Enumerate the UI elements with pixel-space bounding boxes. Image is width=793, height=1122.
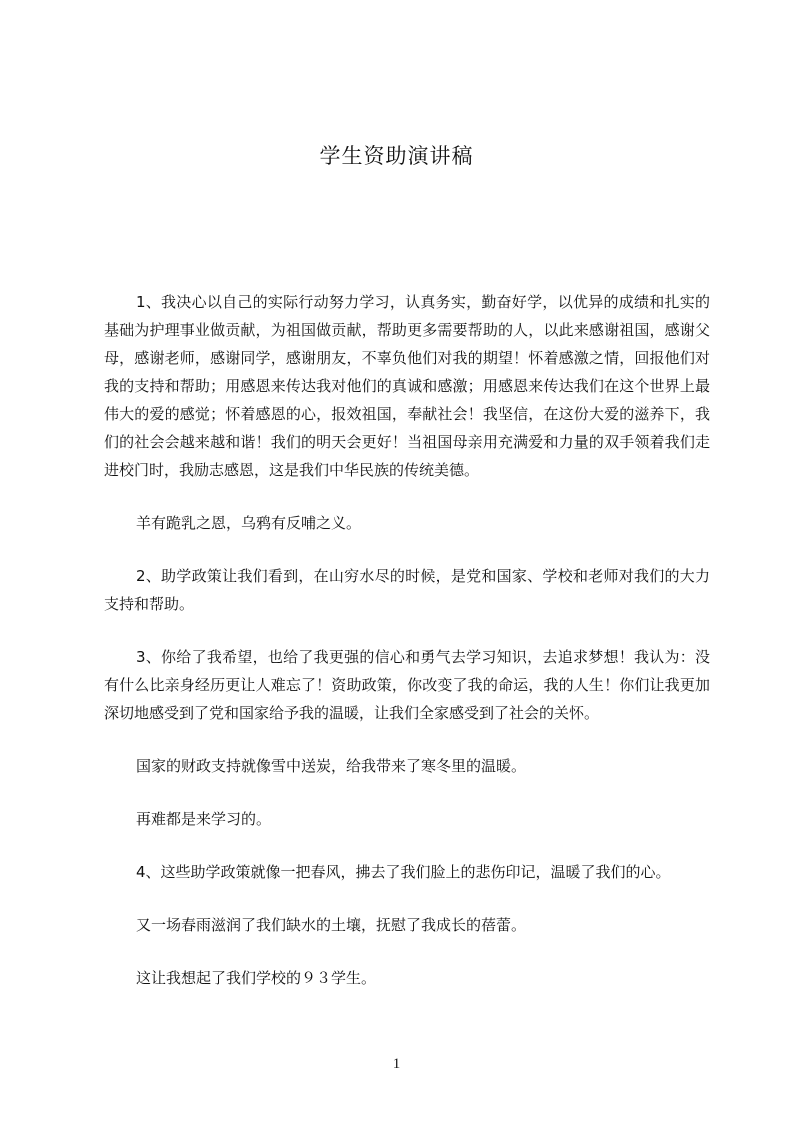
paragraph-2: 羊有跪乳之恩，乌鸦有反哺之义。 bbox=[136, 514, 362, 532]
paragraph-3: 2、助学政策让我们看到，在山穷水尽的时候，是党和国家、学校和老师对我们的大力支持和帮助。 bbox=[104, 567, 710, 613]
page-title: 学生资助演讲稿 bbox=[319, 144, 474, 168]
paragraph-8: 又一场春雨滋润了我们缺水的土壤，抚慰了我成长的蓓蕾。 bbox=[136, 916, 527, 934]
paragraph-9: 这让我想起了我们学校的９３学生。 bbox=[136, 969, 377, 987]
paragraph-6: 再难都是来学习的。 bbox=[136, 810, 272, 828]
page-number: 1 bbox=[392, 1056, 401, 1072]
paragraph-1: 1、我决心以自己的实际行动努力学习，认真务实，勤奋好学，以优异的成绩和扎实的基础为护理事业做贡献，为祖国做贡献，帮助更多需要帮助的人，以此来感谢祖国，感谢父母，感谢老师，感谢同学，感谢朋友，不辜负他们对我的期望！怀着感激之情，回报他们对我的支持和帮助；用感恩来传达我对他们的真诚和感激；用感恩来传达我们在这个世界上最伟大的爱的感觉；怀着感恩的心，报效祖国，奉献社会！我坚信，在这份大爱的滋养下，我们的社会会越来越和谐！我们的明天会更好！当祖国母亲用充满爱和力量的双手领着我们走进校门时，我励志感恩，这是我们中华民族的传统美德。 bbox=[104, 293, 710, 479]
document-body bbox=[104, 288, 710, 1017]
paragraph-4: 3、你给了我希望，也给了我更强的信心和勇气去学习知识，去追求梦想！我认为：没有什么比亲身经历更让人难忘了！资助政策，你改变了我的命运，我的人生！你们让我更加深切地感受到了党和国家给予我的温暖，让我们全家感受到了社会的关怀。 bbox=[104, 648, 710, 722]
paragraph-7: 4、这些助学政策就像一把春风，拂去了我们脸上的悲伤印记，温暖了我们的心。 bbox=[136, 863, 671, 881]
paragraph-5: 国家的财政支持就像雪中送炭，给我带来了寒冬里的温暖。 bbox=[136, 757, 527, 775]
